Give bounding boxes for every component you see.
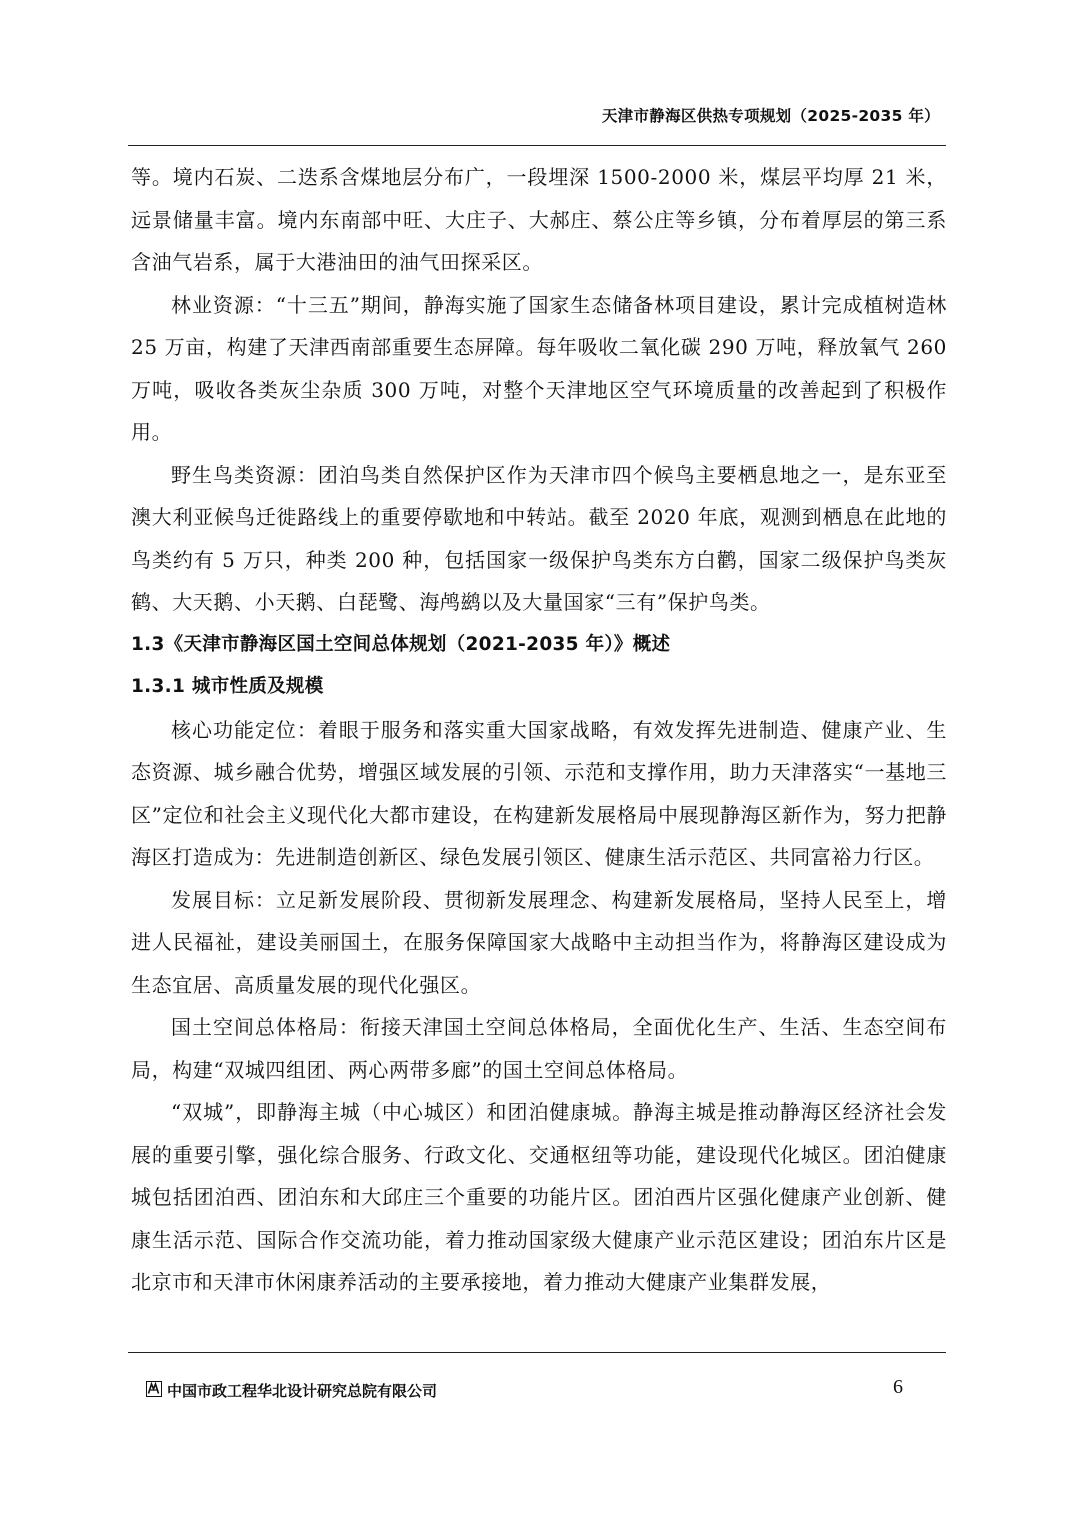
paragraph-spatial-pattern: 国土空间总体格局：衔接天津国土空间总体格局，全面优化生产、生活、生态空间布局，构建“双城四组团、两心两带多廊”的国土空间总体格局。 <box>131 1015 947 1082</box>
section-heading-1-3-1: 1.3.1 城市性质及规模 <box>131 676 324 697</box>
page-number: 6 <box>893 1376 903 1398</box>
header-rule <box>128 145 946 146</box>
paragraph-two-cities: “双城”，即静海主城（中心城区）和团泊健康城。静海主城是推动静海区经济社会发展的重要引擎，强化综合服务、行政文化、交通枢纽等功能，建设现代化城区。团泊健康城包括团泊西、团泊东和大邱庄三个重要的功能片区。团泊西片区强化健康产业创新、健康生活示范、国际合作交流功能，着力推动国家级大健康产业示范区建设；团泊东片区是北京市和天津市休闲康养活动的主要承接地，着力推动大健康产业集群发展， <box>131 1100 947 1294</box>
footer-company-name: 中国市政工程华北设计研究总院有限公司 <box>167 1382 438 1400</box>
footer-rule <box>128 1352 946 1353</box>
paragraph-continued: 等。境内石炭、二迭系含煤地层分布广，一段埋深 1500-2000 米，煤层平均厚 21 米，远景储量丰富。境内东南部中旺、大庄子、大郝庄、蔡公庄等乡镇，分布着厚层的第三系含油气岩系，属于大港油田的油气田探采区。 <box>131 165 947 274</box>
document-body <box>131 156 947 1304</box>
paragraph-development-goal: 发展目标：立足新发展阶段、贯彻新发展理念、构建新发展格局，坚持人民至上，增进人民福祉，建设美丽国土，在服务保障国家大战略中主动担当作为，将静海区建设成为生态宜居、高质量发展的现代化强区。 <box>131 887 947 997</box>
page-header-title: 天津市静海区供热专项规划（2025-2035 年） <box>601 107 940 125</box>
company-logo-icon <box>146 1381 162 1397</box>
paragraph-forestry-resources: 林业资源：“十三五”期间，静海实施了国家生态储备林项目建设，累计完成植树造林 25 万亩，构建了天津西南部重要生态屏障。每年吸收二氧化碳 290 万吨，释放氧气 260 万吨，吸收各类灰尘杂质 300 万吨，对整个天津地区空气环境质量的改善起到了积极作用。 <box>131 292 947 444</box>
paragraph-core-function: 核心功能定位：着眼于服务和落实重大国家战略，有效发挥先进制造、健康产业、生态资源、城乡融合优势，增强区域发展的引领、示范和支撑作用，助力天津落实“一基地三区”定位和社会主义现代化大都市建设，在构建新发展格局中展现静海区新作为，努力把静海区打造成为：先进制造创新区、绿色发展引领区、健康生活示范区、共同富裕力行区。 <box>131 717 947 869</box>
paragraph-wild-bird-resources: 野生鸟类资源：团泊鸟类自然保护区作为天津市四个候鸟主要栖息地之一，是东亚至澳大利亚候鸟迁徙路线上的重要停歇地和中转站。截至 2020 年底，观测到栖息在此地的鸟类约有 5 万只，种类 200 种，包括国家一级保护鸟类东方白鹳，国家二级保护鸟类灰鹤、大天鹅、小天鹅、白琵鹭、海鸬鹚以及大量国家“三有”保护鸟类。 <box>131 462 947 614</box>
section-heading-1-3: 1.3《天津市静海区国土空间总体规划（2021-2035 年）》概述 <box>131 633 671 655</box>
